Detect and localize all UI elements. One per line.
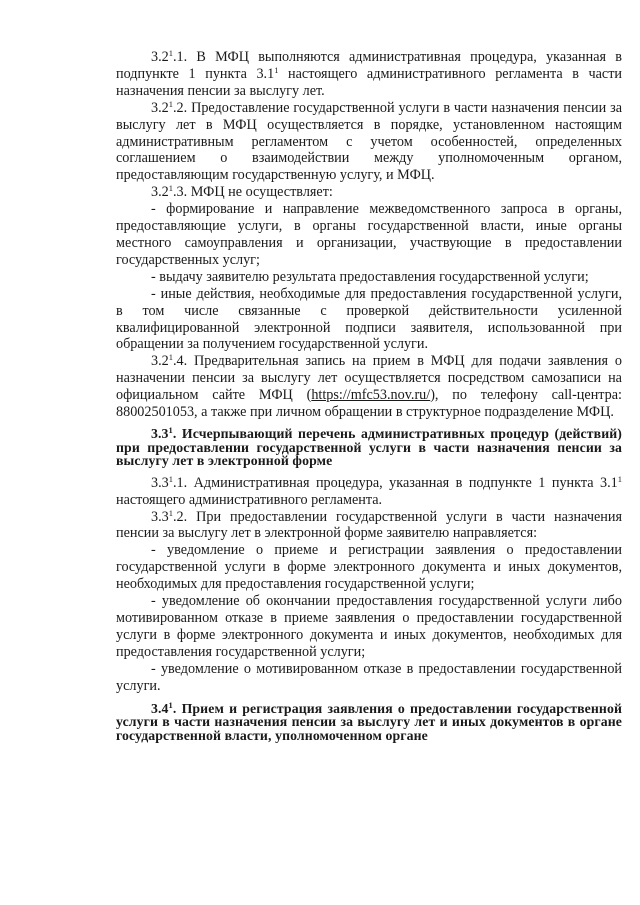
document-page: [116, 49, 622, 742]
superscript: 1: [168, 424, 173, 435]
list-item-text: - уведомление о мотивированном отказе в предоставлении государственной услуги.: [116, 660, 622, 694]
list-item: [116, 269, 622, 286]
superscript: 1: [168, 699, 173, 710]
paragraph-3-2-1-1: [116, 49, 622, 100]
list-item: [116, 593, 622, 661]
paragraph-text: настоящего административного регламента в части назначения пенсии за выслугу лет.: [116, 65, 622, 99]
superscript: 1: [617, 473, 622, 484]
list-item: [116, 201, 622, 269]
paragraph-text: .1. В МФЦ выполняются административная процедура, указанная в подпункте 1 пункта 3.1: [116, 49, 622, 82]
superscript: 1: [168, 183, 173, 194]
clause-number: 3.3: [151, 425, 169, 441]
clause-number: 3.2: [151, 184, 169, 201]
paragraph-text: .2. При предоставлении государственной услуги в части назначения пенсии за выслугу лет в электронной форме заявителю направляется:: [116, 508, 622, 542]
paragraph-text: .3. МФЦ не осуществляет:: [172, 184, 333, 201]
paragraph-3-2-1-3: [116, 184, 622, 201]
superscript: 1: [168, 48, 173, 58]
list-item: [116, 661, 622, 695]
superscript: 1: [168, 352, 173, 363]
clause-number: 3.2: [151, 49, 169, 65]
superscript: 1: [168, 98, 173, 109]
heading-text: . Исчерпывающий перечень административных процедур (действий) при предоставлении государственной услуги в части назначения пенсии за выслугу лет в электронной форме: [116, 425, 622, 469]
list-item-text: - формирование и направление межведомственного запроса в органы, предоставляющие услуги, в органы государственной власти, иные органы местного самоуправления и организации, участвующие в предоставлении государственных услуг;: [116, 201, 622, 268]
list-item-text: - иные действия, необходимые для предоставления государственной услуги, в том числе связанные с проверкой действительности усиленной квалифицированной электронной подписи заявителя, использованной при обращении за получением государственной услуги.: [116, 285, 622, 353]
paragraph-3-3-1-1: [116, 475, 622, 509]
paragraph-text: ), по телефону call-центра: 88002501053, а также при личном обращении в структурное подразделение МФЦ.: [116, 387, 622, 421]
clause-number: 3.2: [151, 353, 169, 370]
paragraph-text: .1. Административная процедура, указанная в подпункте 1 пункта 3.1: [172, 474, 618, 491]
superscript: 1: [168, 473, 173, 484]
section-heading-3-4-1: [116, 699, 622, 743]
clause-number: 3.3: [151, 508, 169, 525]
list-item-text: - уведомление о приеме и регистрации заявления о предоставлении государственной услуги в форме электронного документа и иных документов, необходимых для предоставления государственной услуги;: [116, 542, 622, 593]
clause-number: 3.4: [151, 700, 169, 716]
paragraph-text: .2. Предоставление государственной услуги в части назначения пенсии за выслугу лет в МФЦ осуществляется в порядке, установленном настоящим административным регламентом с учетом особенностей, определенных соглашением о взаимодействии между уполномоченным органом, предоставляющим государственную услугу, и МФЦ.: [116, 99, 622, 184]
superscript: 1: [274, 64, 279, 75]
paragraph-3-2-1-4: [116, 353, 622, 421]
paragraph-text: настоящего административного регламента.: [116, 491, 383, 508]
mfc-website-link[interactable]: https://mfc53.nov.ru/: [311, 387, 431, 404]
paragraph-3-2-1-2: [116, 100, 622, 185]
list-item: [116, 286, 622, 354]
paragraph-3-3-1-2: [116, 509, 622, 543]
superscript: 1: [168, 507, 173, 518]
list-item-text: - выдачу заявителю результата предоставления государственной услуги;: [151, 268, 589, 285]
list-item: [116, 542, 622, 593]
list-item-text: - уведомление об окончании предоставления государственной услуги либо мотивированном отказе в приеме заявления о предоставлении государственной услуги в форме электронного документа и иных документов, необходимых для предоставления государственной услуги;: [116, 593, 622, 660]
clause-number: 3.2: [151, 99, 169, 116]
heading-text: . Прием и регистрация заявления о предоставлении государственной услуги в части назначения пенсии за выслугу лет и иных документов в органе государственной власти, уполномоченном органе: [116, 700, 622, 743]
paragraph-text: .4. Предварительная запись на прием в МФЦ для подачи заявления о назначении пенсии за выслугу лет осуществляется посредством самозаписи на официальном сайте МФЦ (: [116, 353, 622, 404]
clause-number: 3.3: [151, 474, 169, 491]
section-heading-3-3-1: [116, 424, 622, 469]
